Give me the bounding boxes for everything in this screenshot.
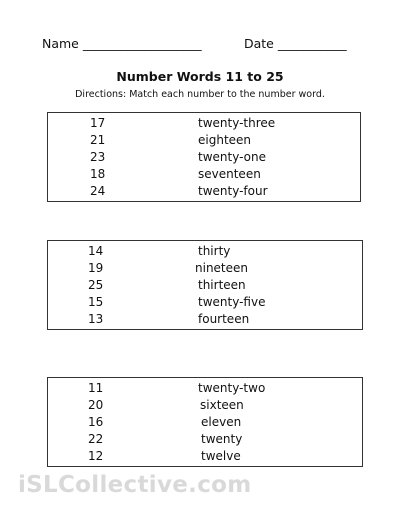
match-row [48,295,362,312]
match-row [48,415,362,432]
match-row [48,261,362,278]
number-item[interactable]: 25 [88,278,104,292]
number-item[interactable]: 16 [88,415,104,429]
word-item[interactable]: twenty-four [198,184,268,198]
number-item[interactable]: 15 [88,295,104,309]
match-row [48,116,360,133]
word-item[interactable]: fourteen [198,312,250,326]
number-item[interactable]: 21 [90,133,106,147]
word-item[interactable]: twenty-one [198,150,266,164]
name-field[interactable]: Name ___________________ [42,36,202,51]
word-item[interactable]: seventeen [198,167,261,181]
word-item[interactable]: nineteen [195,261,249,275]
word-item[interactable]: sixteen [200,398,244,412]
word-item[interactable]: thirty [198,244,231,258]
name-date-row [42,36,372,56]
directions-text: Directions: Match each number to the number word. [75,89,325,100]
match-row [48,381,362,398]
match-group-2 [47,240,363,330]
number-item[interactable]: 22 [88,432,104,446]
number-item[interactable]: 13 [88,312,104,326]
match-row [48,312,362,329]
match-row [48,244,362,261]
word-item[interactable]: thirteen [198,278,246,292]
match-row [48,150,360,167]
worksheet-title: Number Words 11 to 25 [116,69,284,84]
match-row [48,133,360,150]
word-item[interactable]: twenty-three [198,116,276,130]
number-item[interactable]: 17 [90,116,106,130]
word-item[interactable]: twenty [201,432,243,446]
word-item[interactable]: eighteen [198,133,252,147]
word-item[interactable]: eleven [201,415,242,429]
number-item[interactable]: 11 [88,381,104,395]
match-row [48,278,362,295]
match-row [48,167,360,184]
match-group-1 [47,112,361,202]
number-item[interactable]: 18 [90,167,106,181]
number-item[interactable]: 12 [88,449,104,463]
number-item[interactable]: 14 [88,244,104,258]
word-item[interactable]: twelve [201,449,241,463]
site-watermark: iSLCollective.com [18,472,252,498]
match-group-3 [47,377,363,467]
match-row [48,398,362,415]
match-row [48,449,362,466]
number-item[interactable]: 24 [90,184,106,198]
number-item[interactable]: 19 [88,261,104,275]
number-item[interactable]: 23 [90,150,106,164]
date-field[interactable]: Date ___________ [244,36,347,51]
word-item[interactable]: twenty-two [198,381,266,395]
match-row [48,184,360,201]
number-item[interactable]: 20 [88,398,104,412]
match-row [48,432,362,449]
word-item[interactable]: twenty-five [198,295,266,309]
